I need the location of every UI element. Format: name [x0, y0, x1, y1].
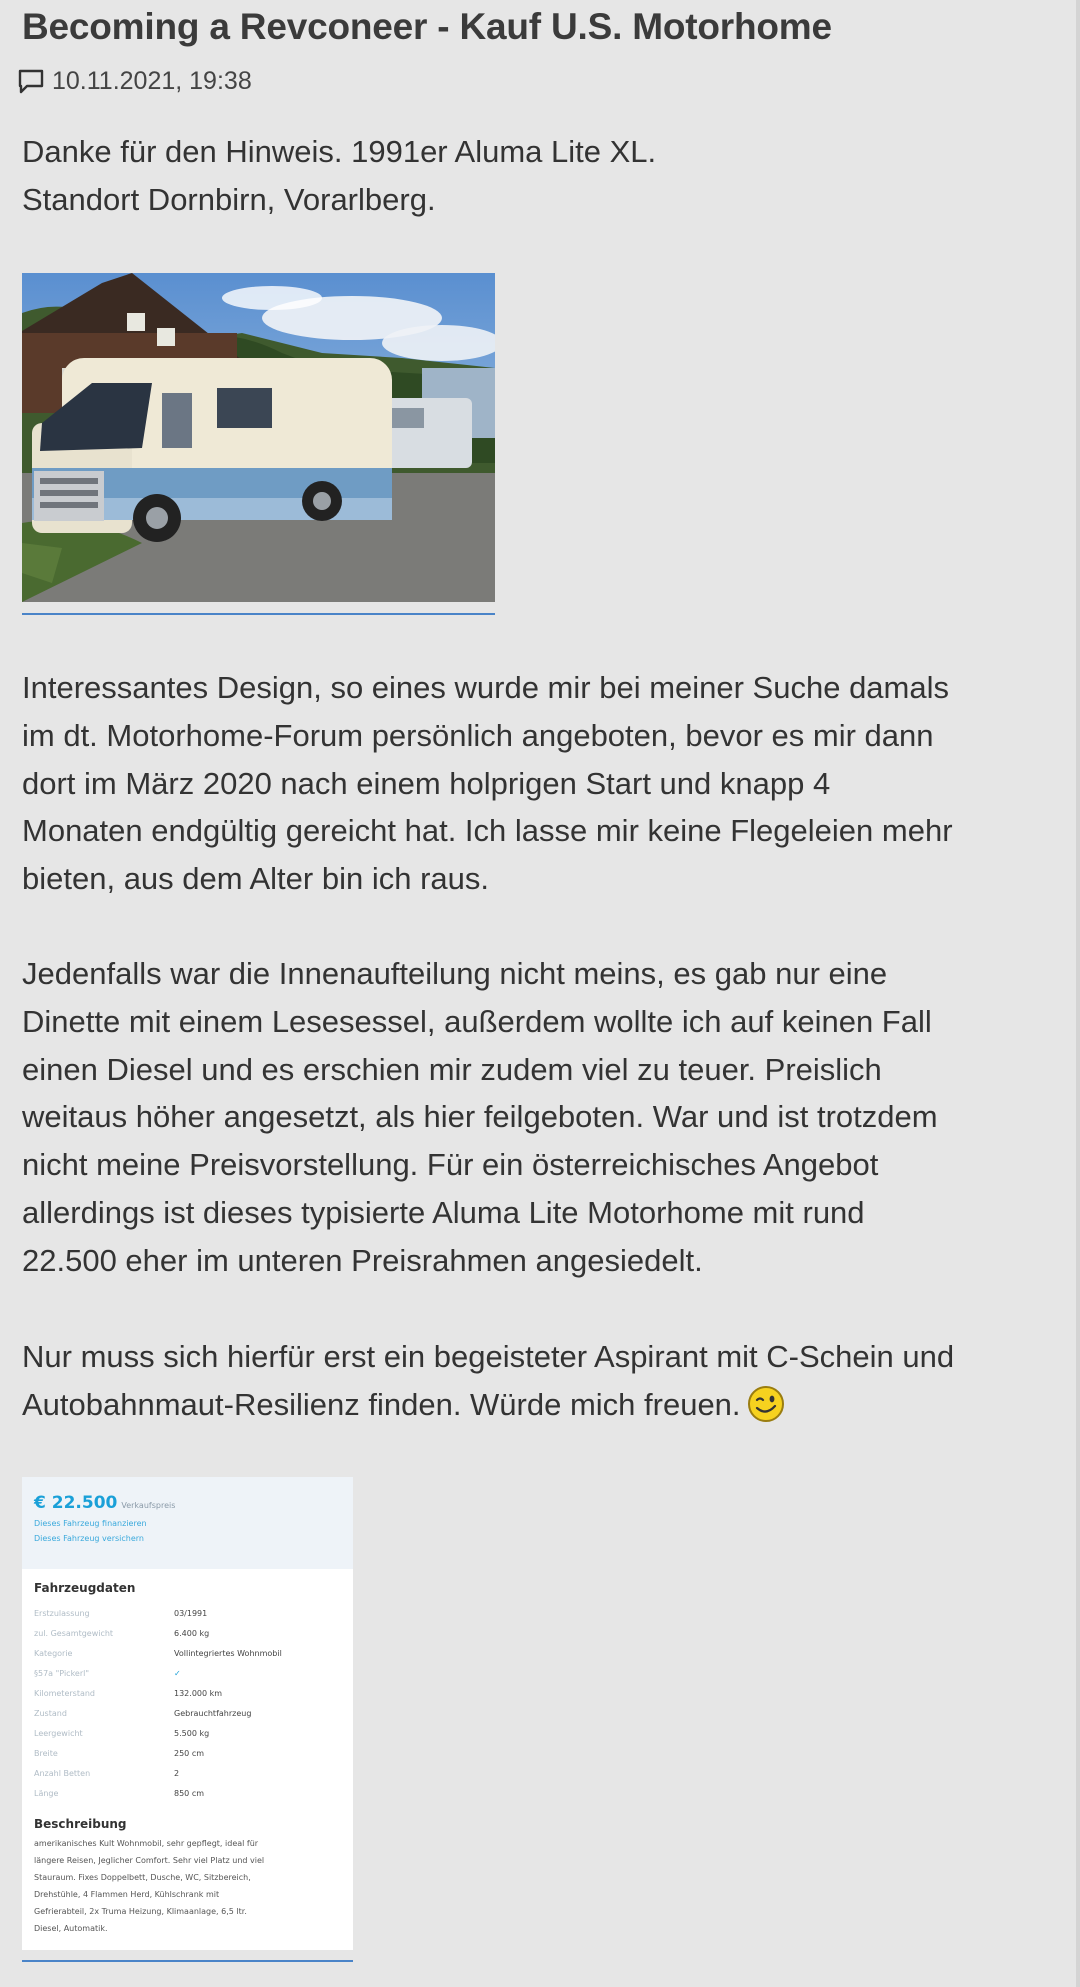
text-line: allerdings ist dieses typisierte Aluma Lite Motorhome mit rund [22, 1194, 865, 1230]
row-key: Anzahl Betten [34, 1768, 91, 1778]
text-line: weitaus höher angesetzt, als hier feilgeboten. War und ist trotzdem [22, 1099, 938, 1135]
table-row [34, 1763, 282, 1783]
finance-link: Dieses Fahrzeug finanzieren [34, 1519, 147, 1528]
text-line: dort im März 2020 nach einem holprigen Start und knapp 4 [22, 765, 831, 801]
ad-price: € 22.500 [34, 1493, 118, 1513]
row-value: 5.500 kg [174, 1728, 210, 1738]
ad-screenshot [22, 1477, 353, 1950]
table-row [34, 1703, 282, 1723]
text-line: nicht meine Preisvorstellung. Für ein österreichisches Angebot [22, 1147, 879, 1183]
desc-line: Stauraum. Fixes Doppelbett, Dusche, WC, Sitzbereich, [34, 1873, 251, 1882]
post-paragraph [22, 950, 938, 1285]
row-value: 850 cm [174, 1788, 205, 1798]
row-key: Kilometerstand [34, 1688, 96, 1698]
text-line: Jedenfalls war die Innenaufteilung nicht meins, es gab nur eine [22, 956, 888, 991]
text-line: bieten, aus dem Alter bin ich raus. [22, 861, 489, 897]
row-key: Länge [34, 1788, 59, 1798]
text-line: Nur muss sich hierfür erst ein begeisteter Aspirant mit C-Schein und [22, 1339, 955, 1374]
text-line: Monaten endgültig gereicht hat. Ich lasse mir keine Flegeleien mehr [22, 813, 953, 849]
table-row [34, 1643, 282, 1663]
text-line: Danke für den Hinweis. 1991er Aluma Lite XL. [22, 134, 657, 169]
row-key: Zustand [34, 1708, 67, 1718]
desc-line: längere Reisen, Jeglicher Comfort. Sehr viel Platz und viel [34, 1856, 265, 1865]
table-row [34, 1663, 282, 1683]
ad-price-label: Verkaufspreis [121, 1501, 176, 1510]
table-row [34, 1743, 282, 1763]
scrollbar[interactable] [1076, 0, 1080, 1987]
post-paragraph [22, 664, 953, 903]
ad-description-title: Beschreibung [34, 1817, 127, 1831]
desc-line: amerikanisches Kult Wohnmobil, sehr gepflegt, ideal für [34, 1839, 259, 1848]
table-row [34, 1603, 282, 1623]
table-row [34, 1783, 282, 1803]
text-line-content: Autobahnmaut-Resilienz finden. Würde mich freuen. [22, 1386, 741, 1422]
row-value: 132.000 km [174, 1688, 223, 1698]
row-key: Breite [34, 1748, 58, 1758]
motorhome-photo [22, 273, 495, 602]
ad-screenshot-link[interactable] [22, 1477, 353, 1962]
row-value: ✓ [174, 1668, 181, 1678]
insurance-link: Dieses Fahrzeug versichern [34, 1534, 144, 1543]
text-line: im dt. Motorhome-Forum persönlich angeboten, bevor es mir dann [22, 717, 934, 753]
wink-smiley-icon [747, 1385, 785, 1423]
ad-section-title: Fahrzeugdaten [34, 1581, 136, 1595]
table-row [34, 1623, 282, 1643]
text-line [22, 1381, 954, 1429]
row-key: §57a "Pickerl" [34, 1668, 90, 1678]
text-line: Dinette mit einem Lesesessel, außerdem wollte ich auf keinen Fall [22, 1003, 932, 1039]
ad-price-header [22, 1477, 353, 1569]
text-line: Standort Dornbirn, Vorarlberg. [22, 181, 436, 217]
post-paragraph [22, 1333, 954, 1429]
table-row [34, 1723, 282, 1743]
price-row [34, 1493, 353, 1513]
row-value: Gebrauchtfahrzeug [174, 1708, 252, 1718]
motorhome-photo-link[interactable] [22, 273, 495, 615]
table-row [34, 1683, 282, 1703]
desc-line: Gefrierabteil, 2x Truma Heizung, Klimaanlage, 6,5 ltr. [34, 1907, 247, 1916]
row-value: Vollintegriertes Wohnmobil [174, 1648, 282, 1658]
row-value: 6.400 kg [174, 1628, 210, 1638]
row-value: 250 cm [174, 1748, 205, 1758]
row-value: 03/1991 [174, 1608, 208, 1618]
row-key: Leergewicht [34, 1728, 83, 1738]
row-value: 2 [174, 1768, 180, 1778]
ad-data-table [34, 1603, 282, 1803]
thread-title: Becoming a Revconeer - Kauf U.S. Motorhome [22, 6, 832, 47]
text-line: 22.500 eher im unteren Preisrahmen angesiedelt. [22, 1242, 703, 1278]
row-key: Erstzulassung [34, 1608, 90, 1618]
text-line: einen Diesel und es erschien mir zudem viel zu teuer. Preislich [22, 1051, 882, 1087]
desc-line: Diesel, Automatik. [34, 1924, 108, 1933]
comment-icon [16, 66, 46, 96]
text-line: Interessantes Design, so eines wurde mir bei meiner Suche damals [22, 670, 950, 705]
post-date: 10.11.2021, 19:38 [52, 66, 252, 95]
desc-line: Drehstühle, 4 Flammen Herd, Kühlschrank mit [34, 1890, 220, 1899]
row-key: zul. Gesamtgewicht [34, 1628, 114, 1638]
ad-description [34, 1835, 341, 1937]
row-key: Kategorie [34, 1648, 73, 1658]
post-intro [22, 128, 656, 224]
post-meta [16, 66, 252, 96]
